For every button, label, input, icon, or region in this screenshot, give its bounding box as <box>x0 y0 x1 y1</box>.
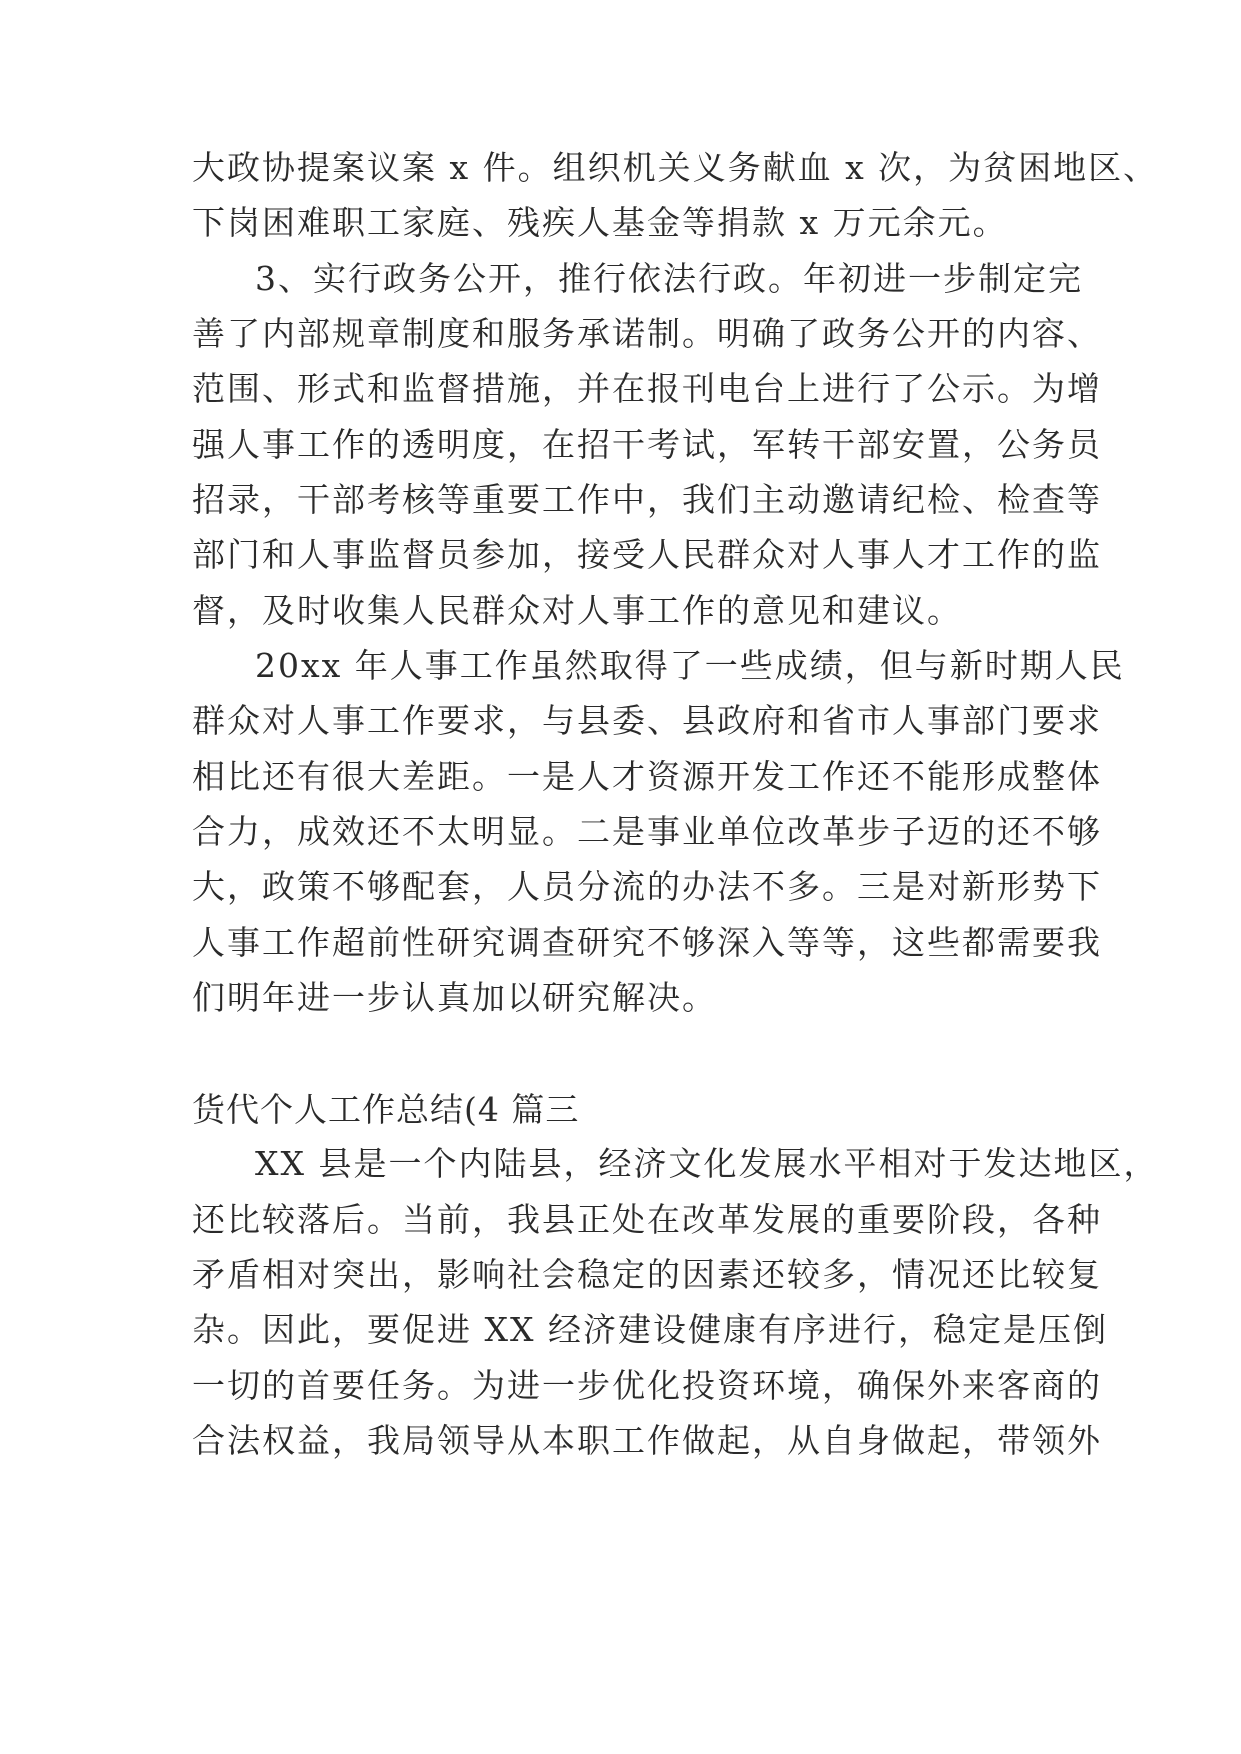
text-line: 部门和人事监督员参加，接受人民群众对人事人才工作的监 <box>192 535 1102 574</box>
text-line: 强人事工作的透明度，在招干考试，军转干部安置，公务员 <box>192 425 1102 464</box>
text-line: 督，及时收集人民群众对人事工作的意见和建议。 <box>192 591 962 630</box>
text-line: 杂。因此，要促进 XX 经济建设健康有序进行，稳定是压倒 <box>192 1310 1108 1349</box>
text-line: 相比还有很大差距。一是人才资源开发工作还不能形成整体 <box>192 757 1102 796</box>
section-heading: 货代个人工作总结(4 篇三 <box>192 1090 580 1129</box>
text-line: 一切的首要任务。为进一步优化投资环境，确保外来客商的 <box>192 1366 1102 1405</box>
text-line: 合法权益，我局领导从本职工作做起，从自身做起，带领外 <box>192 1421 1102 1460</box>
text-line: 群众对人事工作要求，与县委、县政府和省市人事部门要求 <box>192 701 1102 740</box>
text-line: 矛盾相对突出，影响社会稳定的因素还较多，情况还比较复 <box>192 1255 1102 1294</box>
paragraph-start-line: 3、实行政务公开，推行依法行政。年初进一步制定完 <box>255 259 1083 298</box>
text-line: 大政协提案议案 x 件。组织机关义务献血 x 次，为贫困地区、 <box>192 148 1159 187</box>
text-line: 合力，成效还不太明显。二是事业单位改革步子迈的还不够 <box>192 812 1102 851</box>
text-line: 善了内部规章制度和服务承诺制。明确了政务公开的内容、 <box>192 314 1102 353</box>
paragraph-start-line: XX 县是一个内陆县，经济文化发展水平相对于发达地区， <box>255 1144 1159 1183</box>
text-line: 下岗困难职工家庭、残疾人基金等捐款 x 万元余元。 <box>192 203 1008 242</box>
text-line: 还比较落后。当前，我县正处在改革发展的重要阶段，各种 <box>192 1200 1102 1239</box>
text-line: 大，政策不够配套，人员分流的办法不多。三是对新形势下 <box>192 867 1102 906</box>
text-line: 招录，干部考核等重要工作中，我们主动邀请纪检、检查等 <box>192 480 1102 519</box>
text-line: 范围、形式和监督措施，并在报刊电台上进行了公示。为增 <box>192 369 1102 408</box>
text-line: 人事工作超前性研究调查研究不够深入等等，这些都需要我 <box>192 923 1102 962</box>
text-line: 们明年进一步认真加以研究解决。 <box>192 978 717 1017</box>
paragraph-start-line: 20xx 年人事工作虽然取得了一些成绩，但与新时期人民 <box>255 646 1125 685</box>
